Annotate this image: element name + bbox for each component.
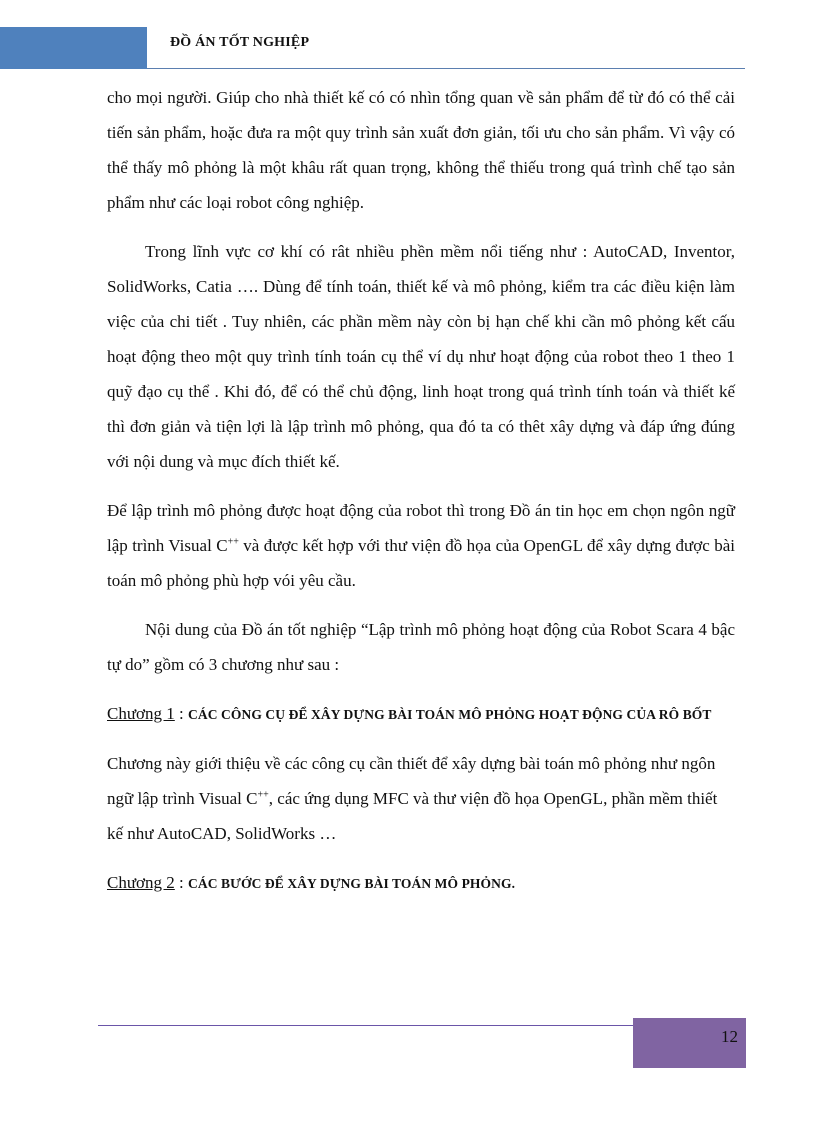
chapter-1-label: Chương 1 (107, 704, 175, 723)
chapter-1-separator: : (174, 704, 189, 723)
chapter-2-title: CÁC BƯỚC ĐỂ XÂY DỰNG BÀI TOÁN MÔ PHỎNG. (188, 876, 516, 891)
chapter-2-label: Chương 2 (107, 873, 175, 892)
paragraph-4: Nội dung của Đồ án tốt nghiệp “Lập trình mô phỏng hoạt động của Robot Scara 4 bậc tự do” gồm có 3 chương như sau : (107, 620, 735, 674)
header-title: ĐỒ ÁN TỐT NGHIỆP (170, 35, 310, 50)
superscript-plusplus: ++ (227, 536, 239, 548)
paragraph-2: Trong lĩnh vực cơ khí có rât nhiều phền mềm nổi tiếng như : AutoCAD, Inventor, SolidWorks, Catia …. Dùng để tính toán, thiết kế và mô phỏng, kiểm tra các điều kiện làm việc của chi tiết . Tuy nhiên, các phần mềm này còn bị hạn chế khi cần mô phỏng kết cấu hoạt động theo một quy trình tính toán cụ thể ví dụ như hoạt động của robot theo 1 theo 1 quỹ đạo cụ thể . Khi đó, để có thể chủ động, linh hoạt trong quá trình tính toán và thiết kế thì đơn giản và tiện lợi là lập trình mô phỏng, qua đó ta có thêt xây dựng và đáp ứng đúng với nội dung và mục đích thiết kế. (107, 242, 735, 471)
footer-rule (98, 1025, 633, 1026)
chapter-1-heading (107, 696, 735, 732)
chapter-1-title: CÁC CÔNG CỤ ĐỂ XÂY DỰNG BÀI TOÁN MÔ PHỎNG HOẠT ĐỘNG CỦA RÔ BỐT (188, 707, 712, 722)
chapter-2-separator: : (174, 873, 189, 892)
chapter-2-heading (107, 865, 735, 901)
superscript-plusplus-2: ++ (257, 789, 269, 801)
page-number: 12 (721, 1027, 738, 1046)
paragraph-5 (107, 746, 735, 851)
paragraph-1: cho mọi người. Giúp cho nhà thiết kế có có nhìn tổng quan về sản phẩm để từ đó có thể cải tiến sản phẩm, hoặc đưa ra một quy trình sản xuất đơn giản, tối ưu cho sản phẩm. Vì vậy có thể thấy mô phỏng là một khâu rất quan trọng, không thể thiếu trong quá trình chế tạo sản phẩm như các loại robot công nghiệp. (107, 88, 735, 212)
header-color-block (0, 27, 147, 69)
paragraph-3-text-b: và được kết hợp với thư viện đồ họa của OpenGL để xây dựng được bài toán mô phỏng phù hợp vói yêu cầu. (107, 536, 735, 590)
page-number-box (633, 1018, 746, 1068)
paragraph-3 (107, 493, 735, 598)
header-rule (147, 68, 745, 69)
paragraph-3-text-a: Để lập trình mô phỏng được hoạt động của robot thì trong Đồ án tin học em chọn ngôn ngữ lập trình Visual C (107, 501, 735, 555)
paragraph-5-text-b: , các ứng dụng MFC và thư viện đồ họa OpenGL, phần mềm thiết kế như AutoCAD, SolidWorks … (107, 789, 718, 843)
page-content (107, 80, 735, 915)
paragraph-5-text-a: Chương này giới thiệu về các công cụ cần thiết để xây dựng bài toán mô phỏng như ngôn ngữ lập trình Visual C (107, 754, 716, 808)
